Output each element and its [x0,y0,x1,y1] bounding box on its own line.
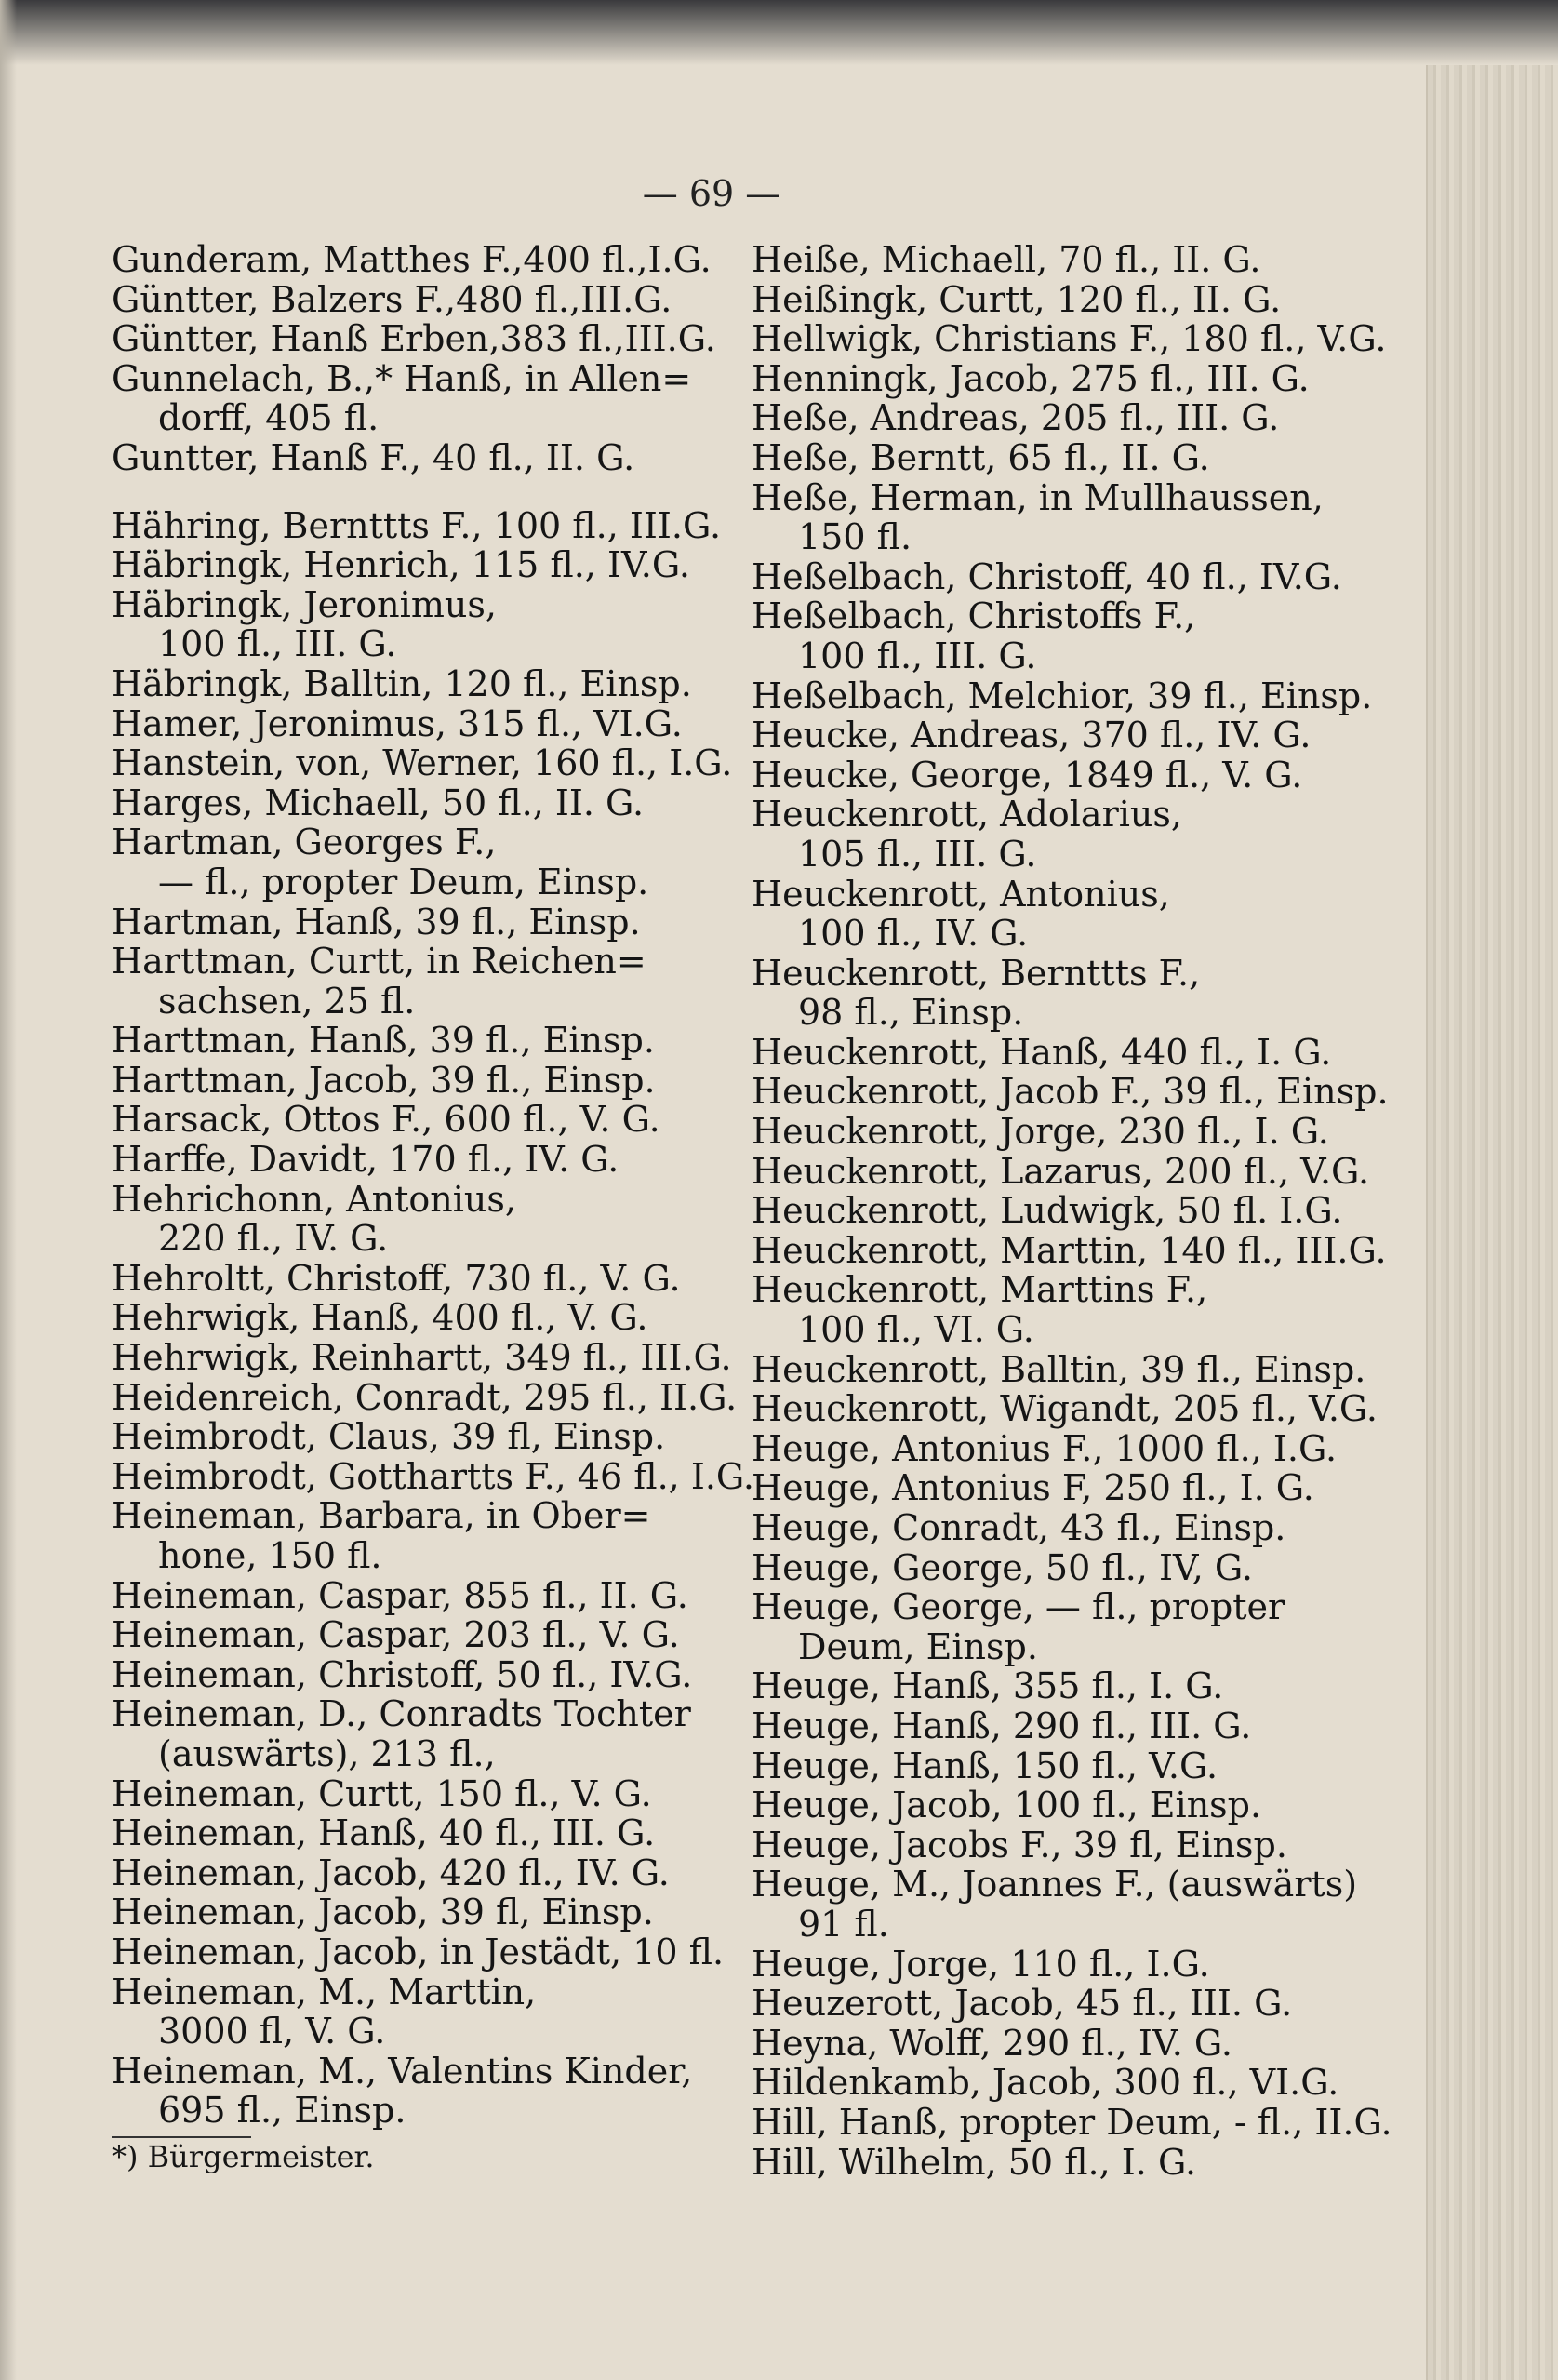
register-entry-line: 100 fl., IV. G. [798,913,1029,955]
register-entry-line: Gunderam, Matthes F.,400 fl.,I.G. [112,239,712,280]
register-entry-line: Hanstein, von, Werner, 160 fl., I.G. [112,742,733,784]
register-entry-line: Harffe, Davidt, 170 fl., IV. G. [112,1139,619,1181]
register-entry-line: (auswärts), 213 fl., [158,1732,496,1774]
register-entry-line: Heuge, George, — fl., propter [752,1586,1285,1628]
register-entry-line: Heuckenrott, Wigandt, 205 fl., V.G. [752,1388,1378,1430]
register-entry-line: 695 fl., Einsp. [158,2090,406,2132]
register-entry-line: Heucke, Andreas, 370 fl., IV. G. [752,715,1312,756]
register-entry-line: Heidenreich, Conradt, 295 fl., II.G. [112,1376,738,1418]
register-entry-line: 150 fl. [798,516,912,558]
page-stack-edge [1426,65,1558,2380]
register-entry-line: Heuckenrott, Jacob F., 39 fl., Einsp. [752,1071,1389,1113]
register-entry-line: 91 fl. [798,1903,889,1945]
register-entry-line: Häbringk, Jeronimus, [112,583,497,625]
register-entry-line: Heineman, Jacob, 420 fl., IV. G. [112,1852,670,1893]
footnote: *) Bürgermeister. [112,2138,375,2174]
register-entry-line: 105 fl., III. G. [798,833,1037,875]
register-entry-line: Heuge, Conradt, 43 fl., Einsp. [752,1507,1286,1548]
register-entry-line: Heuckenrott, Balltin, 39 fl., Einsp. [752,1348,1366,1390]
register-entry-line: Heuge, Hanß, 150 fl., V.G. [752,1745,1218,1786]
register-entry-line: Hähring, Bernttts F., 100 fl., III.G. [112,504,722,546]
register-entry-line: Harttman, Jacob, 39 fl., Einsp. [112,1059,656,1101]
register-entry-line: Heuge, George, 50 fl., IV, G. [752,1546,1253,1588]
register-entry-line: Heineman, Jacob, 39 fl, Einsp. [112,1892,654,1933]
register-entry-line: Heuckenrott, Lazarus, 200 fl., V.G. [752,1150,1370,1192]
register-entry-line: Heßelbach, Christoffs F., [752,595,1196,637]
register-entry-line: Häbringk, Henrich, 115 fl., IV.G. [112,544,690,586]
register-entry-line: Heineman, M., Marttin, [112,1971,537,2012]
register-entry-line: Heße, Herman, in Mullhaussen, [752,476,1324,518]
register-entry-line: Heßelbach, Christoff, 40 fl., IV.G. [752,555,1342,597]
register-entry-line: sachsen, 25 fl. [158,980,416,1022]
page-number: — 69 — [642,173,781,214]
register-entry-line: Heucke, George, 1849 fl., V. G. [752,754,1303,796]
register-entry-line: Harttman, Hanß, 39 fl., Einsp. [112,1020,655,1062]
register-entry-line: Heuckenrott, Bernttts F., [752,952,1201,994]
register-entry-line: Hartman, Georges F., [112,822,497,863]
register-entry-line: — fl., propter Deum, Einsp. [158,861,649,903]
register-entry-line: Hartman, Hanß, 39 fl., Einsp. [112,901,641,943]
page-top-shadow [0,0,1558,65]
register-entry-line: Heuge, Jacob, 100 fl., Einsp. [752,1785,1262,1826]
register-entry-line: Heuge, Jacobs F., 39 fl, Einsp. [752,1824,1287,1865]
register-entry-line: 98 fl., Einsp. [798,992,1024,1034]
register-entry-line: Heineman, Hanß, 40 fl., III. G. [112,1812,656,1854]
register-entry-line: Heineman, D., Conradts Tochter [112,1693,691,1735]
register-entry-line: Heuckenrott, Adolarius, [752,794,1182,836]
register-entry-line: Deum, Einsp. [798,1625,1038,1667]
register-entry-line: Heuckenrott, Marttins F., [752,1269,1208,1311]
register-entry-line: 220 fl., IV. G. [158,1218,389,1260]
register-entry-line: Heuge, Jorge, 110 fl., I.G. [752,1943,1210,1985]
register-entry-line: Häbringk, Balltin, 120 fl., Einsp. [112,662,692,704]
register-entry-line: 100 fl., III. G. [798,635,1037,676]
register-entry-line: Hill, Wilhelm, 50 fl., I. G. [752,2141,1197,2183]
register-entry-line: Heineman, Caspar, 203 fl., V. G. [112,1614,680,1656]
register-entry-line: Güntter, Balzers F.,480 fl.,III.G. [112,278,672,320]
register-entry-line: Güntter, Hanß Erben,383 fl.,III.G. [112,318,716,360]
register-entry-line: Heuge, Antonius F, 250 fl., I. G. [752,1467,1314,1509]
register-entry-line: Guntter, Hanß F., 40 fl., II. G. [112,436,635,478]
register-entry-line: Gunnelach, B.,* Hanß, in Allen= [112,357,692,399]
register-entry-line: Heineman, Christoff, 50 fl., IV.G. [112,1653,693,1695]
register-entry-line: Heuckenrott, Antonius, [752,873,1170,915]
register-entry-line: Heimbrodt, Claus, 39 fl, Einsp. [112,1416,666,1458]
register-entry-line: dorff, 405 fl. [158,397,380,439]
register-entry-line: Hamer, Jeronimus, 315 fl., VI.G. [112,702,683,744]
register-entry-line: Harges, Michaell, 50 fl., II. G. [112,782,645,823]
register-entry-line: Heineman, M., Valentins Kinder, [112,2050,693,2092]
register-entry-line: Hill, Hanß, propter Deum, - fl., II.G. [752,2101,1392,2143]
register-entry-line: Heuge, Hanß, 355 fl., I. G. [752,1665,1224,1707]
left-column [112,239,754,2175]
register-entry-line: 100 fl., VI. G. [798,1309,1034,1351]
register-entry-line: 100 fl., III. G. [158,623,397,665]
register-entry-line: Heiße, Michaell, 70 fl., II. G. [752,239,1261,280]
register-entry-line: Heineman, Jacob, in Jestädt, 10 fl. [112,1931,725,1972]
register-entry-line: Heißingk, Curtt, 120 fl., II. G. [752,278,1282,320]
register-entry-line: Heuge, M., Joannes F., (auswärts) [752,1864,1358,1905]
register-entry-line: Heyna, Wolff, 290 fl., IV. G. [752,2022,1232,2064]
register-entry-line: 3000 fl, V. G. [158,2011,386,2052]
register-entry-line: Henningk, Jacob, 275 fl., III. G. [752,357,1310,399]
register-entry-line: Heineman, Curtt, 150 fl., V. G. [112,1772,652,1814]
register-entry-line: Heineman, Caspar, 855 fl., II. G. [112,1574,688,1616]
register-entry-line: Heuckenrott, Ludwigk, 50 fl. I.G. [752,1190,1343,1232]
register-entry-line: Heuge, Antonius F., 1000 fl., I.G. [752,1427,1338,1469]
register-entry-line: Hehrwigk, Hanß, 400 fl., V. G. [112,1297,648,1339]
register-entry-line: Heuckenrott, Jorge, 230 fl., I. G. [752,1111,1329,1153]
register-entry-line: Heuzerott, Jacob, 45 fl., III. G. [752,1983,1293,2025]
register-entry-line: Hehroltt, Christoff, 730 fl., V. G. [112,1257,681,1299]
register-entry-line: Heuckenrott, Marttin, 140 fl., III.G. [752,1229,1387,1271]
register-entry-line: Hildenkamb, Jacob, 300 fl., VI.G. [752,2062,1339,2104]
register-entry-line: Heineman, Barbara, in Ober= [112,1495,651,1537]
register-entry-line: Hellwigk, Christians F., 180 fl., V.G. [752,318,1387,360]
register-entry-line: Heßelbach, Melchior, 39 fl., Einsp. [752,675,1373,716]
register-entry-line: Hehrwigk, Reinhartt, 349 fl., III.G. [112,1337,732,1379]
register-entry-line: Heuckenrott, Hanß, 440 fl., I. G. [752,1031,1332,1073]
register-entry-line: Heuge, Hanß, 290 fl., III. G. [752,1705,1252,1746]
register-entry-line: Harsack, Ottos F., 600 fl., V. G. [112,1099,660,1141]
page-binding-edge [0,0,17,2380]
register-entry-line: Heße, Berntt, 65 fl., II. G. [752,436,1210,478]
register-entry-line: Hehrichonn, Antonius, [112,1178,516,1220]
right-column [752,239,1392,2183]
register-entry-line: Heimbrodt, Gotthartts F., 46 fl., I.G. [112,1455,754,1497]
register-entry-line: Heße, Andreas, 205 fl., III. G. [752,397,1280,439]
register-entry-line: Harttman, Curtt, in Reichen= [112,941,646,983]
register-entry-line: hone, 150 fl. [158,1535,382,1576]
